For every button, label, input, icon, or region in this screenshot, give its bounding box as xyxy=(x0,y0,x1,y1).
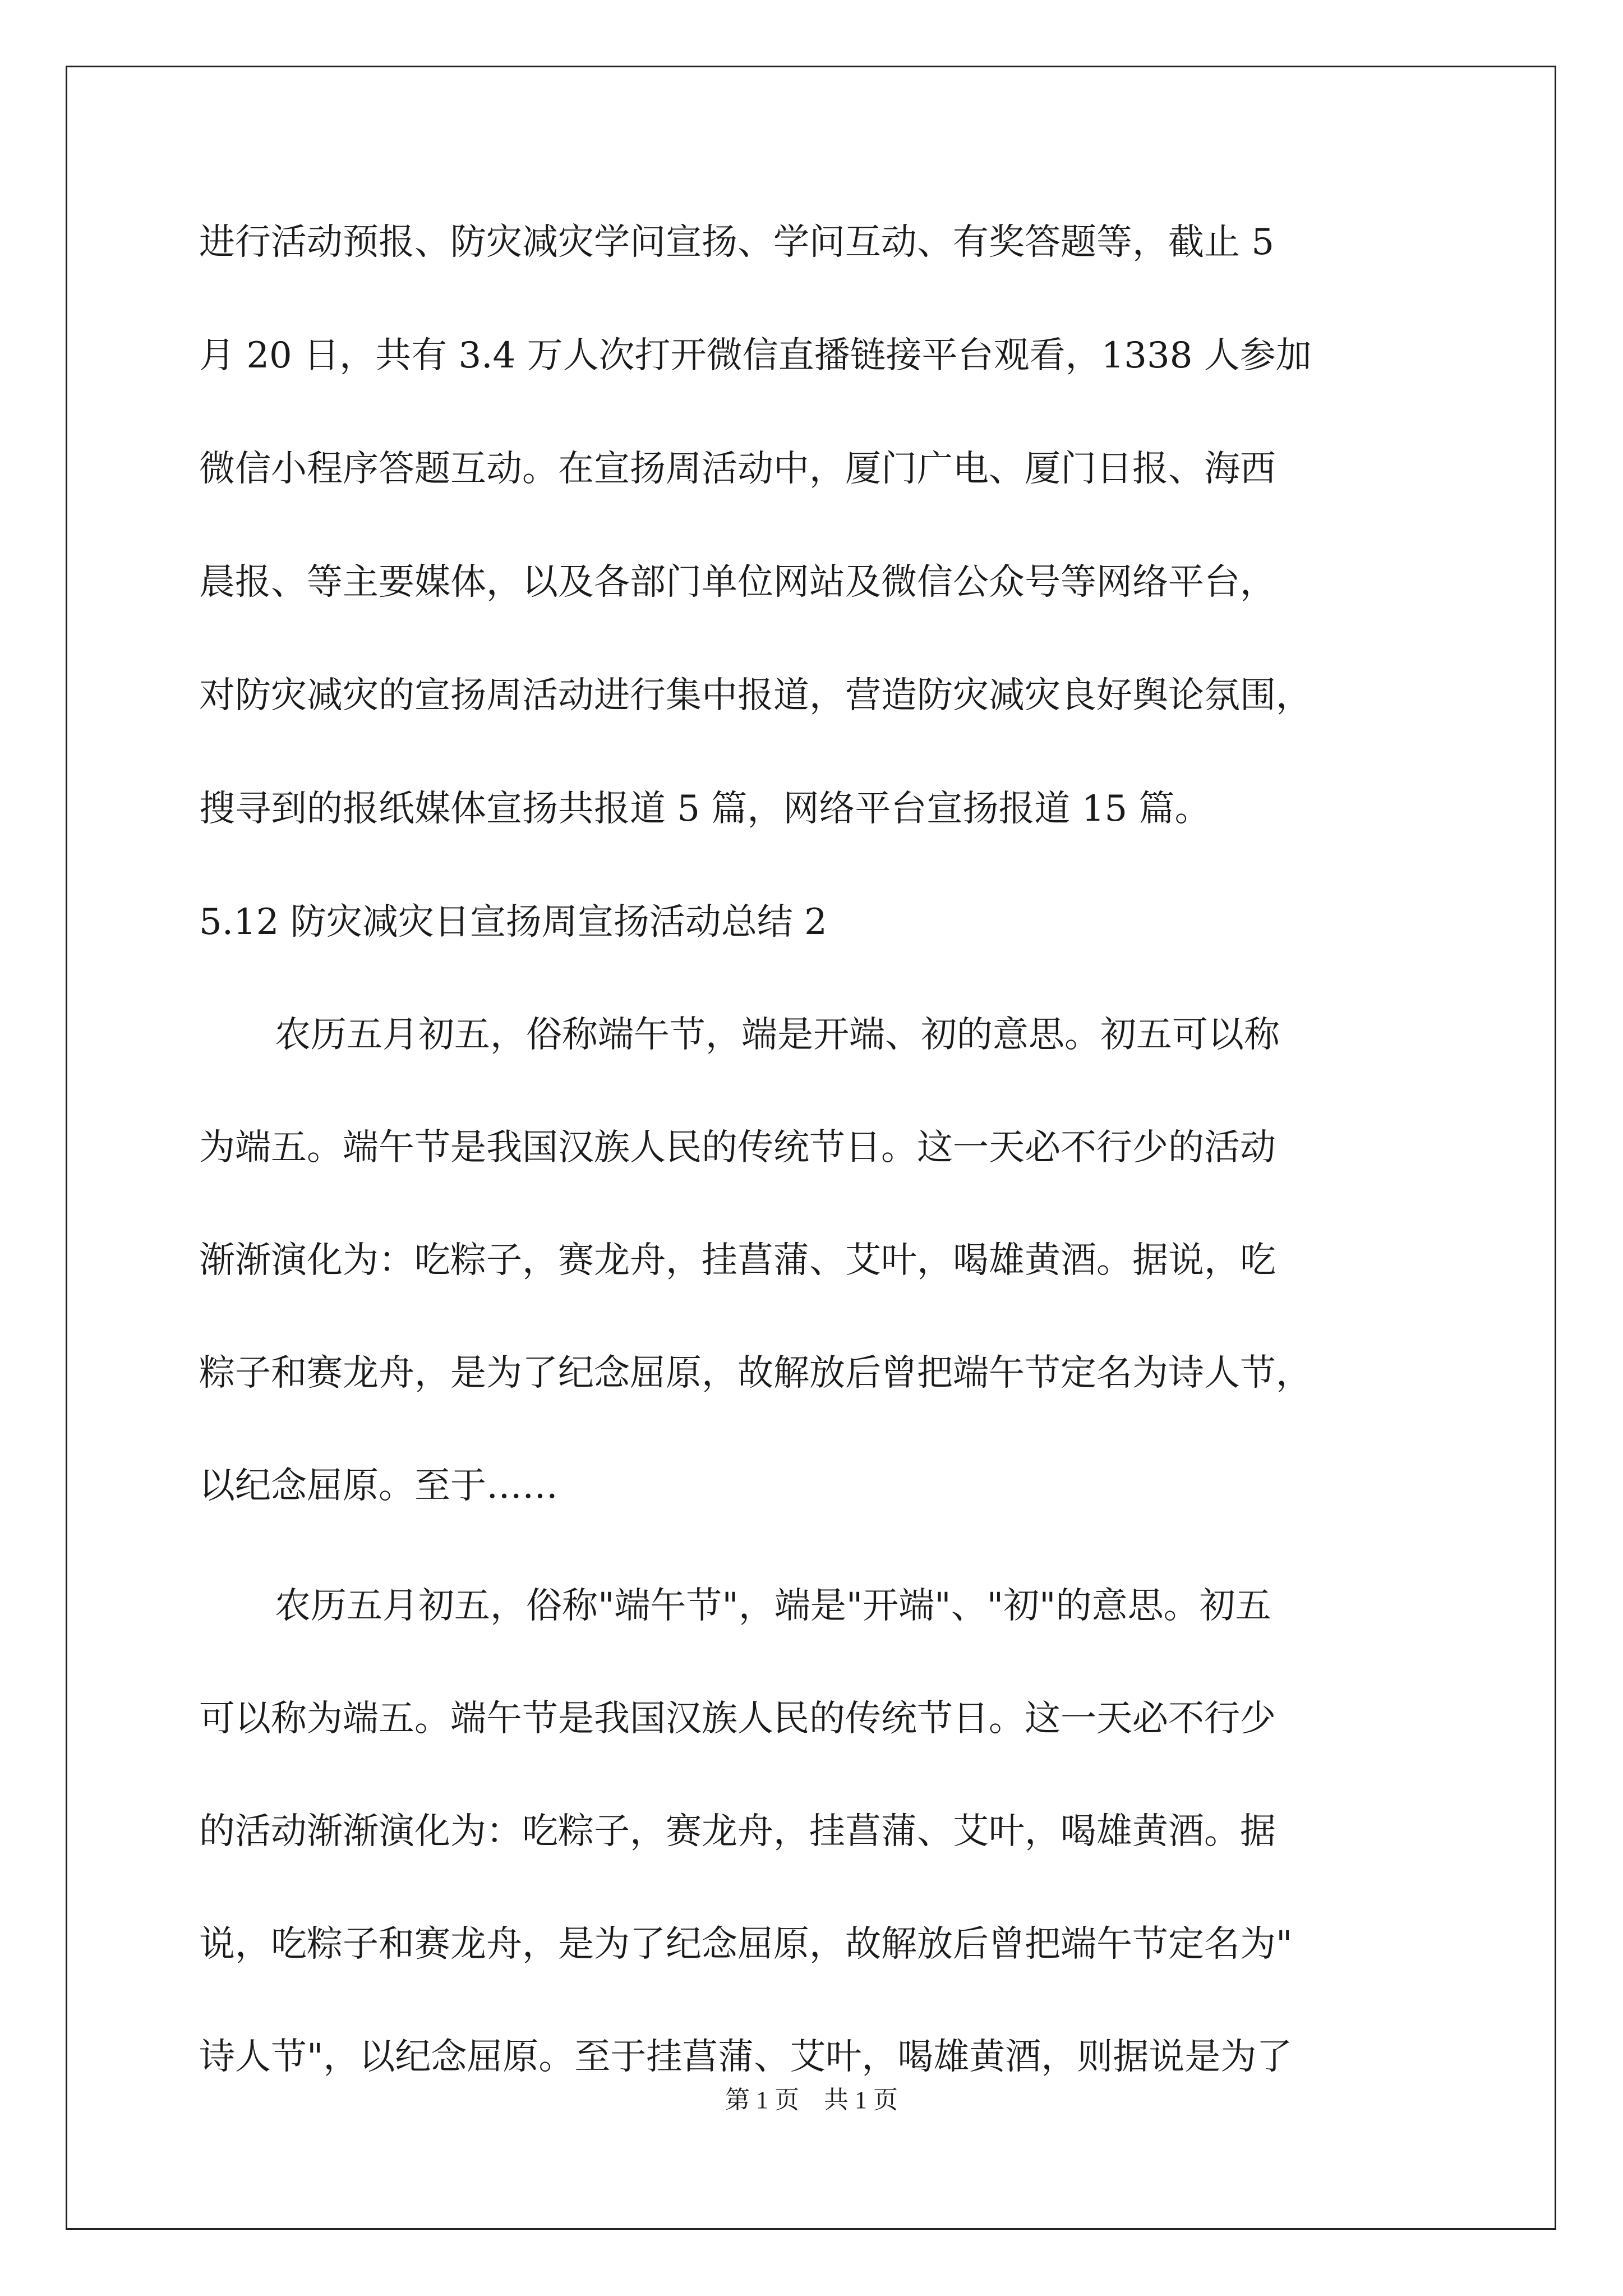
document-body xyxy=(199,224,1433,2152)
paragraph-line: 农历五月初五，俗称端午节，端是开端、初的意思。初五可以称 xyxy=(275,1014,1280,1056)
paragraph-line: 月 20 日，共有 3.4 万人次打开微信直播链接平台观看，1338 人参加 xyxy=(199,335,1312,376)
paragraph-line: 进行活动预报、防灾减灾学问宣扬、学问互动、有奖答题等，截止 5 xyxy=(199,222,1275,263)
paragraph-line: 粽子和赛龙舟，是为了纪念屈原，故解放后曾把端午节定名为诗人节， xyxy=(199,1352,1312,1394)
paragraph-line: 搜寻到的报纸媒体宣扬共报道 5 篇，网络平台宣扬报道 15 篇。 xyxy=(199,788,1211,830)
paragraph-line: 说，吃粽子和赛龙舟，是为了纪念屈原，故解放后曾把端午节定名为" xyxy=(199,1924,1293,1965)
paragraph-line: 可以称为端五。端午节是我国汉族人民的传统节日。这一天必不行少 xyxy=(199,1698,1276,1740)
section-heading: 5.12 防灾减灾日宣扬周宣扬活动总结 2 xyxy=(199,901,827,943)
paragraph-3 xyxy=(199,1585,1433,2078)
paragraph-line: 渐渐演化为：吃粽子，赛龙舟，挂菖蒲、艾叶，喝雄黄酒。据说，吃 xyxy=(199,1240,1276,1281)
paragraph-1 xyxy=(199,222,1433,830)
paragraph-line: 农历五月初五，俗称"端午节"，端是"开端"、"初"的意思。初五 xyxy=(275,1585,1271,1627)
paragraph-line: 的活动渐渐演化为：吃粽子，赛龙舟，挂菖蒲、艾叶，喝雄黄酒。据 xyxy=(199,1811,1276,1852)
paragraph-line: 以纪念屈原。至于…… xyxy=(199,1465,558,1507)
paragraph-line: 微信小程序答题互动。在宣扬周活动中，厦门广电、厦门日报、海西 xyxy=(199,448,1276,490)
paragraph-2 xyxy=(199,1014,1433,1507)
paragraph-line: 为端五。端午节是我国汉族人民的传统节日。这一天必不行少的活动 xyxy=(199,1127,1276,1168)
paragraph-line: 晨报、等主要媒体，以及各部门单位网站及微信公众号等网络平台， xyxy=(199,562,1276,603)
page-footer: 第 1 页 共 1 页 xyxy=(725,2086,898,2114)
paragraph-line: 诗人节"，以纪念屈原。至于挂菖蒲、艾叶，喝雄黄酒，则据说是为了 xyxy=(199,2036,1293,2078)
paragraph-line: 对防灾减灾的宣扬周活动进行集中报道，营造防灾减灾良好舆论氛围， xyxy=(199,675,1312,716)
